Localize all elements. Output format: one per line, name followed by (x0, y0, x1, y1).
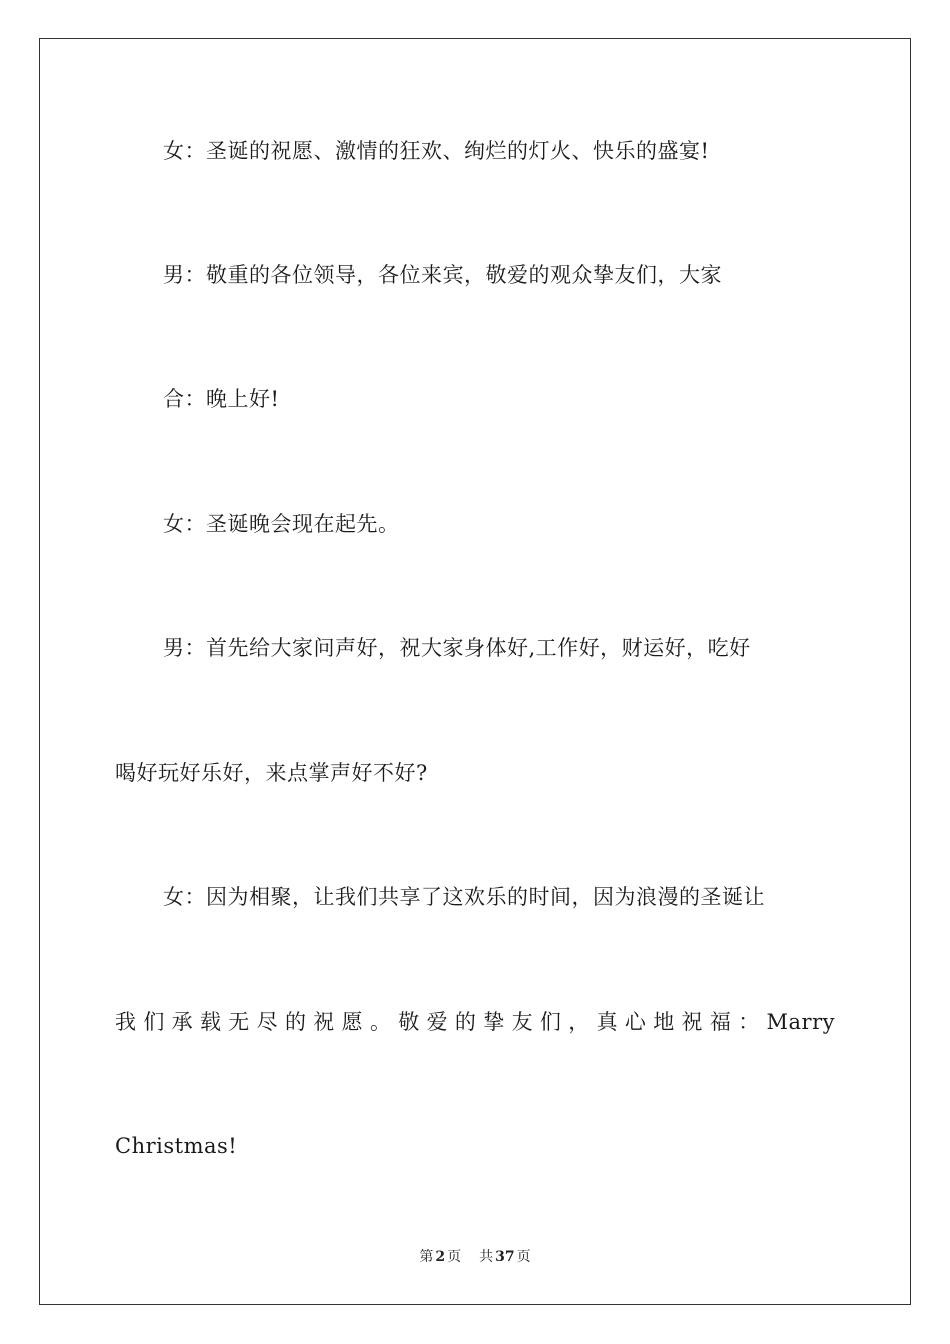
paragraph-4: 女：圣诞晚会现在起先。 (163, 512, 400, 536)
footer-total-pages: 37 (495, 1249, 515, 1265)
footer-page-prefix: 第 (419, 1249, 434, 1265)
paragraph-1: 女：圣诞的祝愿、激情的狂欢、绚烂的灯火、快乐的盛宴! (163, 139, 710, 163)
page-footer (0, 1246, 950, 1266)
paragraph-6-line-1: 女：因为相聚，让我们共享了这欢乐的时间，因为浪漫的圣诞让 (163, 885, 765, 909)
paragraph-5-line-2: 喝好玩好乐好，来点掌声好不好? (115, 761, 428, 785)
paragraph-3: 合：晚上好! (163, 387, 280, 411)
paragraph-6-line-3: Christmas! (115, 1134, 238, 1158)
footer-page-suffix: 页 (447, 1249, 462, 1265)
page-border (39, 38, 911, 1305)
paragraph-6-line-2: 我们承载无尽的祝愿。敬爱的挚友们，真心地祝福：Marry (115, 1010, 835, 1034)
paragraph-5-line-1: 男：首先给大家问声好，祝大家身体好,工作好，财运好，吃好 (163, 636, 751, 660)
footer-total-suffix: 页 (516, 1249, 531, 1265)
footer-total-prefix: 共 (479, 1249, 494, 1265)
footer-page-number: 2 (435, 1249, 446, 1265)
paragraph-2: 男：敬重的各位领导，各位来宾，敬爱的观众挚友们，大家 (163, 263, 722, 287)
